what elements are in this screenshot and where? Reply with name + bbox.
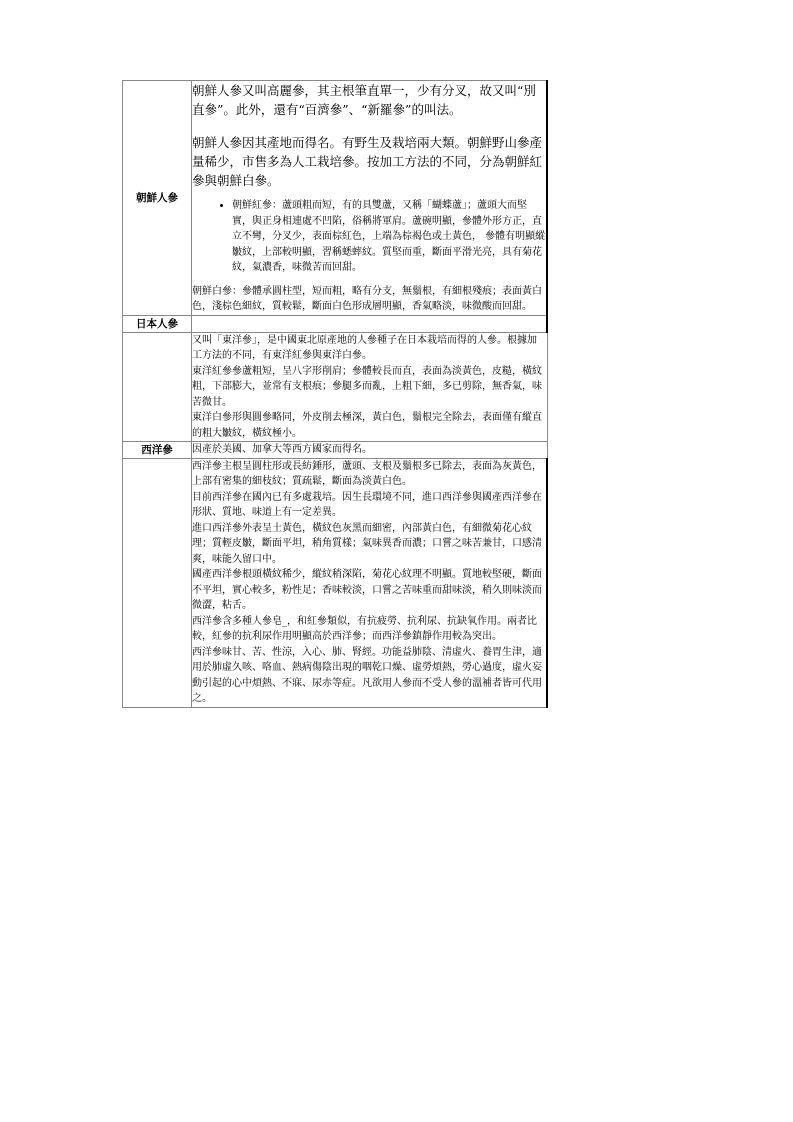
american-line-3: 進口西洋參外表呈土黃色，橫紋色灰黑而細密，內部黃白色，有細微菊花心紋理；質輕皮皺，斷面平坦，稍角質樣；氣味異香而濃；口嘗之味苦兼甘，口感清爽，味能久留口中。: [192, 522, 542, 565]
korean-para-1: 朝鮮人參又叫高麗參，其主根筆直單一，少有分叉，故又叫“別直參”。此外，還有“百濟參”、“新羅參”的叫法。: [192, 83, 536, 117]
japanese-content-row: [123, 332, 548, 442]
japanese-header-row: [123, 315, 548, 332]
japanese-empty-label-cell: [123, 332, 192, 442]
korean-label: 朝鮮人參: [123, 81, 192, 316]
american-header-row: [123, 442, 548, 459]
american-line-4: 國產西洋參根頭橫紋稀少，縱紋稍深陷，菊花心紋理不明顯。質地較堅硬，斷面不平坦，實心較多，粉性足；香味較淡，口嘗之苦味重而甜味淡，稍久則味淡而微澀，粘舌。: [192, 569, 542, 611]
american-line-1: 西洋參主根呈圓柱形或長紡錘形，蘆頭、支根及鬚根多已除去，表面為灰黃色，上部有密集的細枝紋；質疏鬆，斷面為淡黃白色。: [192, 460, 542, 487]
korean-red-ginseng: • 朝鮮紅參：蘆頭粗而短，有的具雙蘆，又稱「蝴蝶蘆」；蘆頭大而堅實，與正身相連處不凹陷，俗稱將軍肩。蘆碗明顯，參體外形方正，直立不彎，分叉少，表面棕紅色，上端為棕褐色或土黃色， 參體有明顯縱皺紋，上部較明顯，習稱蟋蟀紋。質堅而重，斷面平滑光亮，具有菊花紋，氣濃香，味微苦而回甜。: [232, 198, 546, 276]
korean-para-2: 朝鮮人參因其產地而得名。有野生及栽培兩大類。朝鮮野山參產量稀少，市售多為人工栽培參。按加工方法的不同，分為朝鮮紅參與朝鮮白參。: [192, 135, 543, 188]
japanese-header-empty: [192, 315, 548, 332]
japanese-content: [192, 332, 548, 442]
japanese-line-1: 又叫「東洋參」，是中國東北原產地的人參種子在日本栽培而得的人參。根據加工方法的不同，有東洋紅參與東洋白參。: [192, 334, 537, 361]
korean-white-ginseng: 朝鮮白參：參體承圓柱型，短而粗，略有分支，無鬚根，有細根殘痕；表面黃白色，淺棕色細紋，質較鬆，斷面白色形成層明顯，香氣略淡，味微酸而回甜。: [192, 285, 542, 312]
japanese-label: 日本人參: [123, 315, 192, 332]
american-line-5: 西洋參含多種人參皂_，和紅參類似，有抗疲勞、抗利尿、抗缺氧作用。兩者比較，紅參的抗利尿作用明顯高於西洋參；而西洋參鎮靜作用較為突出。: [192, 615, 537, 642]
japanese-line-3: 東洋白參形與圓參略同，外皮削去極深，黃白色，鬚根完全除去，表面僅有縱直的粗大皺紋，橫紋極小。: [192, 412, 542, 439]
american-content: [192, 458, 548, 707]
american-origin-cell: [192, 442, 548, 459]
korean-row: [123, 81, 548, 316]
japanese-line-2: 東洋紅參參蘆粗短，呈八字形削肩；參體較長而直，表面為淡黃色，皮糙，橫紋粗，下部膨大，並常有支根痕；參腿多而亂，上粗下細，多已剪除，無香氣，味苦微甘。: [192, 365, 542, 408]
american-label: 西洋參: [123, 442, 192, 459]
american-content-row: [123, 458, 548, 707]
american-line-6: 西洋參味甘、苦、性涼，入心、肺、腎經。功能益肺陰、清虛火、養胃生津，適用於肺虛久咳、咯血、熱病傷陰出現的咽乾口燥、虛勞煩熱，勞心過度，虛火妄動引起的心中煩熱、不寐、尿赤等症。凡欲用人參而不受人參的溫補者皆可代用之。: [192, 646, 542, 704]
ginseng-table: [122, 80, 548, 708]
korean-content: [192, 81, 548, 316]
korean-bullet-list: [192, 198, 546, 276]
american-empty-label-cell: [123, 458, 192, 707]
american-origin: 因產於美國、加拿大等西方國家而得名。: [192, 444, 372, 455]
american-line-2: 目前西洋參在國內已有多處栽培。因生長環境不同，進口西洋參與國產西洋參在形狀、質地、味道上有一定差異。: [192, 491, 542, 518]
